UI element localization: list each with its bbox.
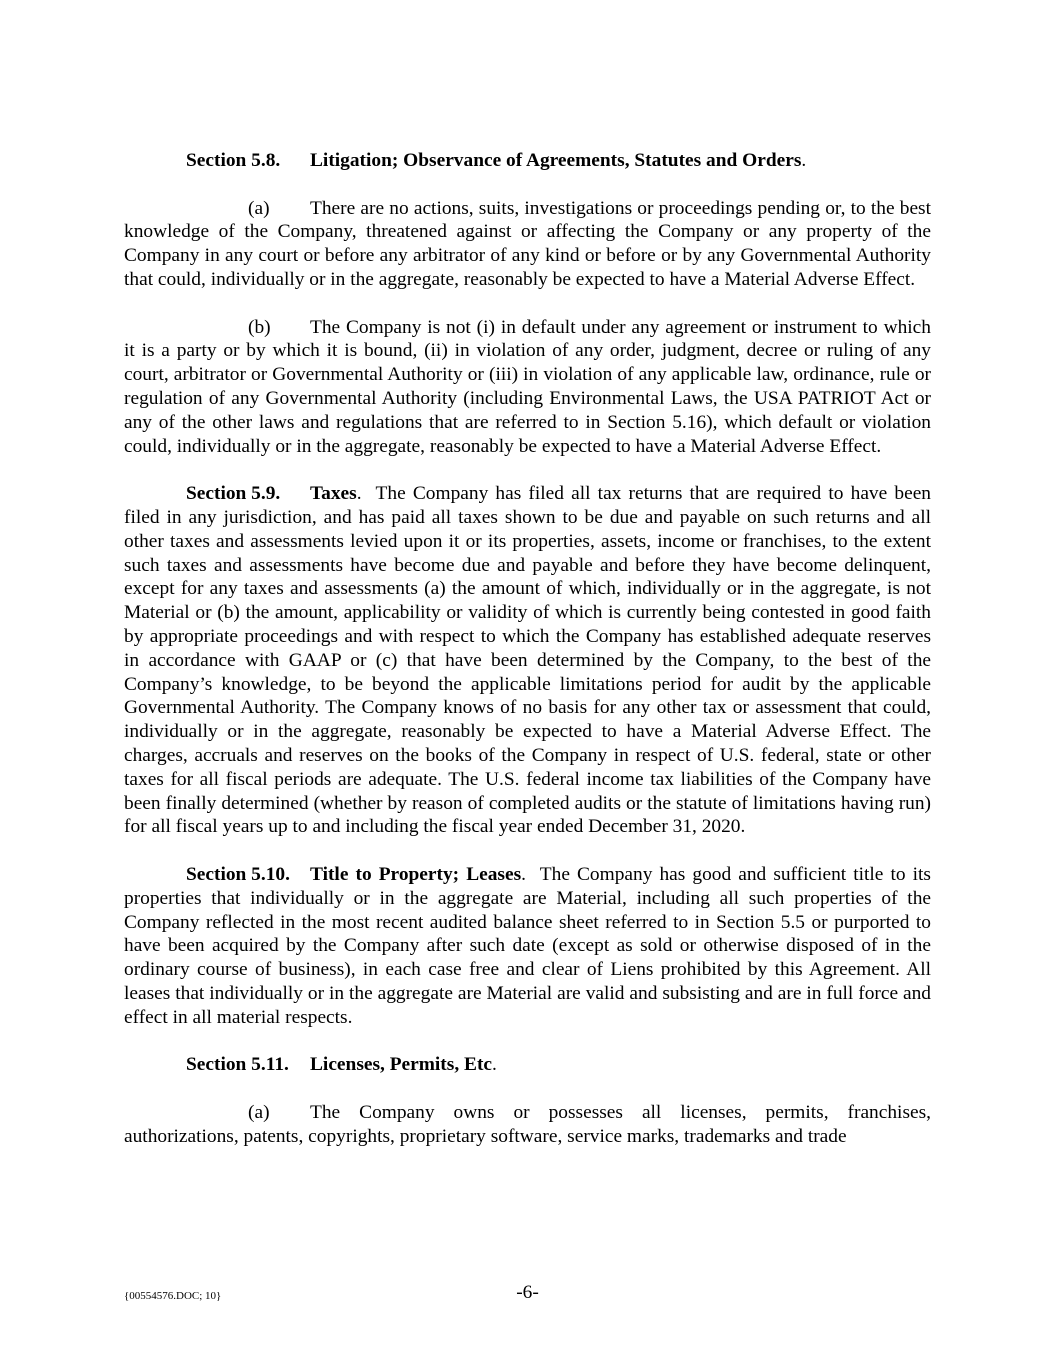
section-number: Section 5.8. <box>186 150 281 171</box>
section-5-10 <box>124 863 931 1030</box>
section-number: Section 5.11. <box>186 1054 289 1076</box>
section-title-suffix: . <box>521 863 526 885</box>
section-5-8-heading <box>124 149 931 173</box>
footer-page-number: -6- <box>516 1282 539 1303</box>
section-title: Taxes <box>310 483 357 505</box>
subsection-text: The Company is not (i) in default under any agreement or instrument to which it is a party or by which it is bound, (ii) in violation of any order, judgment, decree or ruling of any court, arbitrator or Governmental Authority or (iii) in violation of any applicable law, ordinance, rule or regulation of any Governmental Authority (including Environmental Laws, the USA PATRIOT Act or any of the other laws and regulations that are referred to in Section 5.16), which default or violation could, individually or in the aggregate, reasonably be expected to have a Material Adverse Effect. <box>124 316 931 457</box>
section-body: The Company has good and sufficient title to its properties that individually or in the aggregate are Material, including all such properties of the Company reflected in the most recent audited balance sheet referred to in Section 5.5 or purported to have been acquired by the Company after such date (except as sold or otherwise disposed of in the ordinary course of business), in each case free and clear of Liens prohibited by this Agreement. All leases that individually or in the aggregate are Material are valid and subsisting and are in full force and effect in all material respects. <box>124 863 931 1028</box>
section-5-11-a <box>124 1101 931 1149</box>
section-5-8-a <box>124 197 931 292</box>
section-5-8-b <box>124 316 931 459</box>
subsection-label: (b) <box>248 316 271 338</box>
section-number: Section 5.9. <box>186 483 281 505</box>
section-title: Litigation; Observance of Agreements, Statutes and Orders <box>310 150 802 171</box>
subsection-label: (a) <box>248 1101 270 1123</box>
subsection-text: The Company owns or possesses all licenses, permits, franchises, authorizations, patents, copyrights, proprietary software, service marks, trademarks and trade <box>124 1101 931 1147</box>
section-number: Section 5.10. <box>186 863 290 885</box>
page-content <box>124 149 931 1172</box>
subsection-text: There are no actions, suits, investigations or proceedings pending or, to the best knowledge of the Company, threatened against or affecting the Company or any property of the Company in any court or before any arbitrator of any kind or before or by any Governmental Authority that could, individually or in the aggregate, reasonably be expected to have a Material Adverse Effect. <box>124 197 931 290</box>
section-title-suffix: . <box>356 483 362 505</box>
section-title: Licenses, Permits, Etc <box>310 1054 493 1076</box>
section-title-suffix: . <box>801 150 807 171</box>
section-5-9 <box>124 482 931 839</box>
section-5-11-heading <box>124 1053 931 1077</box>
footer-doc-id: {00554576.DOC; 10} <box>124 1290 222 1302</box>
section-title: Title to Property; Leases <box>310 863 522 885</box>
section-title-suffix: . <box>492 1054 497 1076</box>
section-body: The Company has filed all tax returns that are required to have been filed in any jurisdiction, and has paid all taxes shown to be due and payable on such returns and all other taxes and assessments levied upon it or its properties, assets, income or franchises, to the extent such taxes and assessments have become due and payable and before they have become delinquent, except for any taxes and assessments (a) the amount of which, individually or in the aggregate, is not Material or (b) the amount, applicability or validity of which is currently being contested in good faith by appropriate proceedings and with respect to which the Company has established adequate reserves in accordance with GAAP or (c) that have been determined by the Company, to the best of the Company’s knowledge, to be beyond the applicable limitations period for audit by the applicable Governmental Authority. The Company knows of no basis for any other tax or assessment that could, individually or in the aggregate, reasonably be expected to have a Material Adverse Effect. The charges, accruals and reserves on the books of the Company in respect of U.S. federal, state or other taxes for all fiscal periods are adequate. The U.S. federal income tax liabilities of the Company have been finally determined (whether by reason of completed audits or the statute of limitations having run) for all fiscal years up to and including the fiscal year ended December 31, 2020. <box>124 483 931 838</box>
subsection-label: (a) <box>248 197 270 219</box>
